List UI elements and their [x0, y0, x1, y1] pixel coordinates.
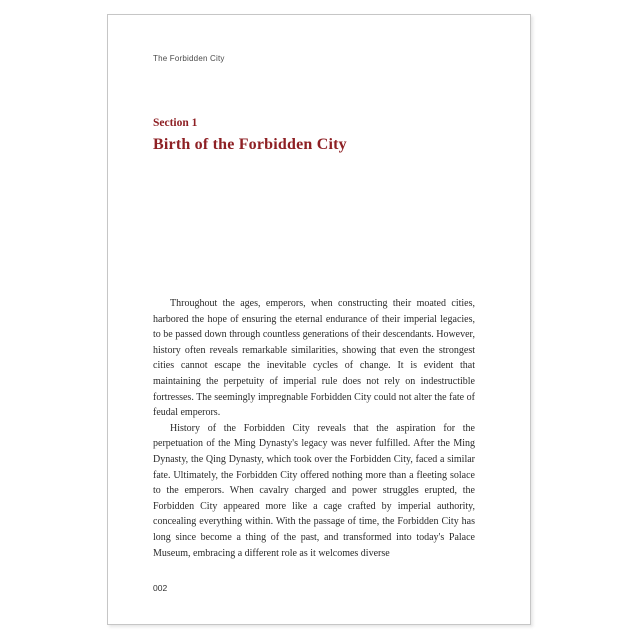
paragraph: History of the Forbidden City reveals that the aspiration for the perpetuation of the Ming Dynasty's legacy was never fulfilled. After the Ming Dynasty, the Qing Dynasty, which took over the Forbidden City, faced a similar fate. Ultimately, the Forbidden City offered nothing more than a fleeting solace to the emperors. When cavalry charged and power struggles erupted, the Forbidden City appeared more like a cage crafted by imperial authority, concealing everything within. With the passage of time, the Forbidden City has long since become a thing of the past, and transformed into today's Palace Museum, embracing a different role as it welcomes diverse	[153, 422, 475, 559]
book-page	[107, 14, 531, 625]
body-text	[153, 296, 475, 561]
paragraph: Throughout the ages, emperors, when constructing their moated cities, harbored the hope of ensuring the eternal endurance of their imperial legacies, to be passed down through countless generations of their descendants. However, history often reveals remarkable similarities, showing that even the strongest cities cannot escape the inevitable cycles of change. It is evident that maintaining the perpetuity of imperial rule does not rely on indestructible fortresses. The seemingly impregnable Forbidden City could not alter the fate of feudal emperors.	[153, 298, 475, 419]
page-number: 002	[153, 583, 168, 593]
chapter-title: Birth of the Forbidden City	[153, 136, 347, 153]
section-label: Section 1	[153, 117, 198, 129]
running-header: The Forbidden City	[153, 54, 225, 63]
